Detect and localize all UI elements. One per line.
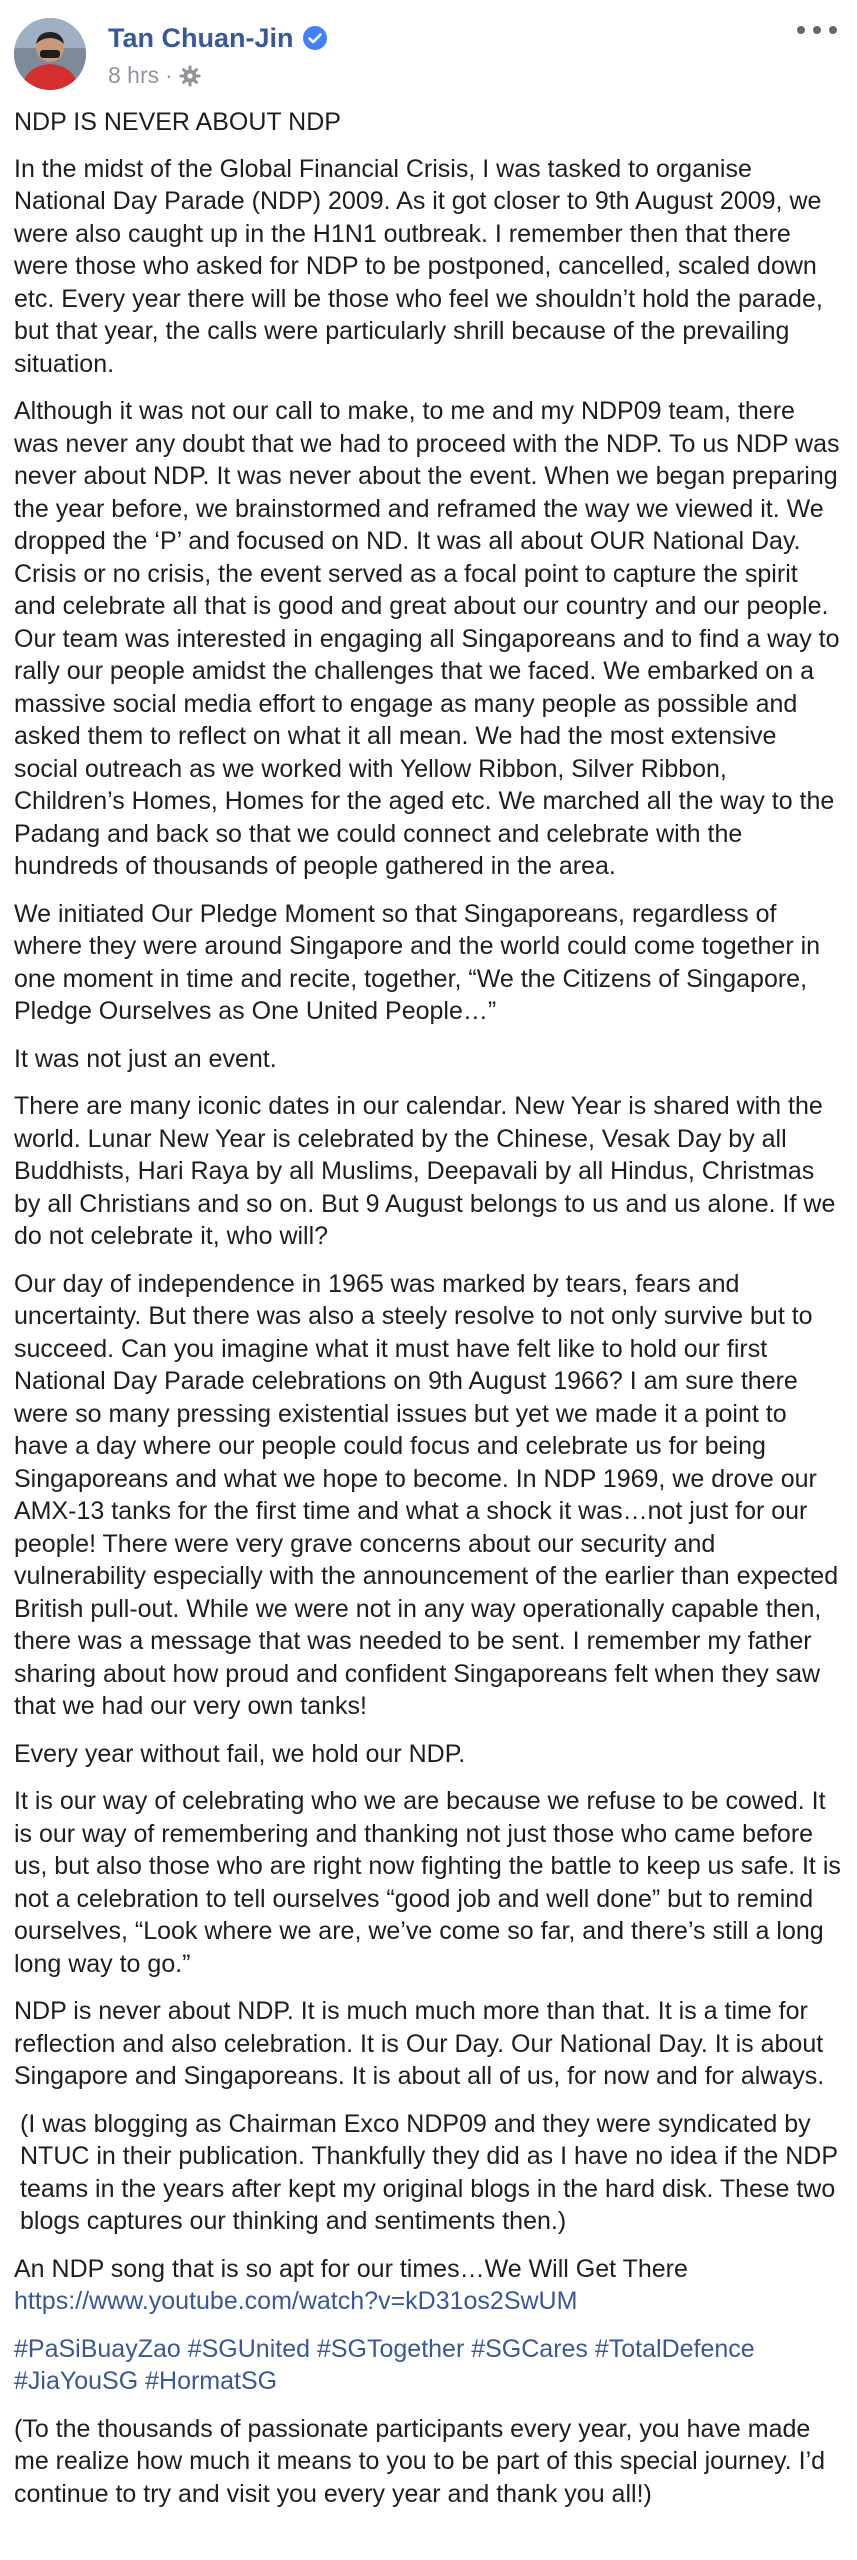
post-paragraph: NDP is never about NDP. It is much much more than that. It is a time for reflection and also celebration. It is Our Day. Our National Day. It is about Singapore and Singaporeans. It is about all of us, for now and for always.: [14, 1997, 825, 2090]
more-options-icon: [797, 26, 805, 34]
post-paragraph: It is our way of celebrating who we are because we refuse to be cowed. It is our way of remembering and thanking not just those who came before us, but also those who are right now fighting the battle to keep us safe. It is not a celebration to tell ourselves “good job and well done” but to remind ourselves, “Look where we are, we’ve come so far, and there’s still a long long way to go.”: [14, 1787, 841, 1978]
more-options-icon: [829, 26, 837, 34]
author-row: [108, 22, 328, 54]
post-paragraph: In the midst of the Global Financial Crisis, I was tasked to organise National Day Parade (NDP) 2009. As it got closer to 9th August 2009, we were also caught up in the H1N1 outbreak. I remember then that there were those who asked for NDP to be postponed, cancelled, scaled down etc. Every year there will be those who feel we shouldn’t hold the parade, but that year, the calls were particularly shrill because of the prevailing situation.: [14, 154, 823, 378]
post-timestamp[interactable]: 8 hrs: [108, 62, 160, 88]
song-text: An NDP song that is so apt for our times…We Will Get There: [14, 2254, 688, 2283]
post-meta: [108, 62, 328, 89]
post-paragraph: Our day of independence in 1965 was marked by tears, fears and uncertainty. But there was also a steely resolve to not only survive but to succeed. Can you imagine what it must have felt like to hold our first National Day Parade celebrations on 9th August 1966? I am sure there were so many pressing existential issues but yet we made it a point to have a day where our people could focus and celebrate us for being Singaporeans and what we hope to become. In NDP 1969, we drove our AMX-13 tanks for the first time and what a shock it was…not just for our people! There were very grave concerns about our security and vulnerability especially with the announcement of the earlier than expected British pull-out. While we were not in any way operationally capable then, there was a message that was needed to be sent. I remember my father sharing about how proud and confident Singaporeans felt when they saw that we had our very own tanks!: [14, 1269, 839, 1720]
youtube-link[interactable]: https://www.youtube.com/watch?v=kD31os2SwUM: [14, 2287, 578, 2315]
post-body: [14, 106, 843, 2510]
avatar-image: [14, 18, 86, 90]
meta-separator: ·: [165, 62, 173, 88]
post-paragraph: We initiated Our Pledge Moment so that Singaporeans, regardless of where they were around Singapore and the world could come together in one moment in time and recite, together, “We the Citizens of Singapore, Pledge Ourselves as One United People…”: [14, 899, 821, 1025]
more-options-button[interactable]: [797, 20, 837, 40]
blog-note: (I was blogging as Chairman Exco NDP09 and they were syndicated by NTUC in their publication. Thankfully they did as I have no idea if the NDP teams in the years after kept my original blogs in the hard disk. These two blogs captures our thinking and sentiments then.): [20, 2109, 838, 2235]
post-paragraph: Although it was not our call to make, to me and my NDP09 team, there was never any doubt that we had to proceed with the NDP. To us NDP was never about NDP. It was never about the event. When we began preparing the year before, we brainstormed and reframed the way we viewed it. We dropped the ‘P’ and focused on ND. It was all about OUR National Day. Crisis or no crisis, the event served as a focal point to capture the spirit and celebrate all that is good and great about our country and our people. Our team was interested in engaging all Singaporeans and to find a way to rally our people amidst the challenges that we faced. We embarked on a massive social media effort to engage as many people as possible and asked them to reflect on what it all mean. We had the most extensive social outreach as we worked with Yellow Ribbon, Silver Ribbon, Children’s Homes, Homes for the aged etc. We marched all the way to the Padang and back so that we could connect and celebrate with the hundreds of thousands of people gathered in the area.: [14, 397, 840, 880]
post-paragraph: There are many iconic dates in our calendar. New Year is shared with the world. Lunar New Year is celebrated by the Chinese, Vesak Day by all Buddhists, Hari Raya by all Muslims, Deepavali by all Hindus, Christmas by all Christians and so on. But 9 August belongs to us and us alone. If we do not celebrate it, who will?: [14, 1092, 836, 1250]
post-heading: NDP IS NEVER ABOUT NDP: [14, 108, 341, 136]
author-name[interactable]: Tan Chuan-Jin: [108, 23, 294, 53]
song-block: [14, 2253, 843, 2318]
verified-badge-icon: [302, 25, 328, 51]
post-paragraph: Every year without fail, we hold our NDP.: [14, 1739, 466, 1768]
post-paragraph: It was not just an event.: [14, 1044, 277, 1073]
more-options-icon: [813, 26, 821, 34]
closing-note: (To the thousands of passionate participants every year, you have made me realize how much it means to you to be part of this special journey. I’d continue to try and visit you every year and thank you all!): [14, 2414, 826, 2508]
gear-icon[interactable]: [179, 65, 201, 87]
post-header: [14, 0, 843, 92]
author-block: [108, 18, 328, 89]
avatar[interactable]: [14, 18, 86, 90]
hashtags[interactable]: #PaSiBuayZao #SGUnited #SGTogether #SGCares #TotalDefence #JiaYouSG #HormatSG: [14, 2334, 755, 2395]
